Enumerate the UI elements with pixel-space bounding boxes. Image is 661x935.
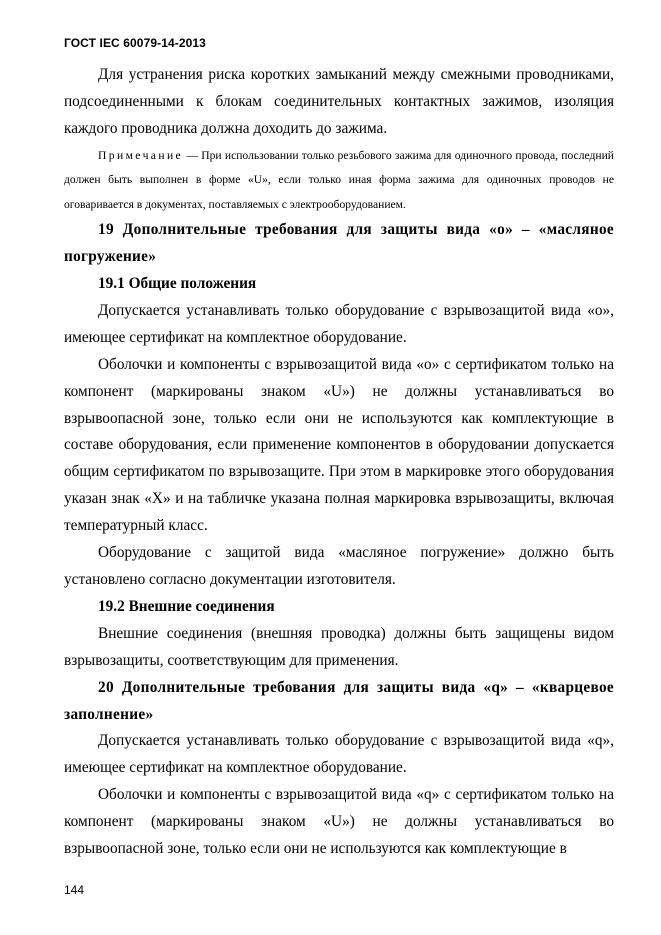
paragraph-20-b: Оболочки и компоненты с взрывозащитой вида «q» с сертификатом только на компонент (маркированы знаком «U») не должны устанавливаться во взрывоопасной зоне, только если они не используются как комплектующие в [64,786,614,858]
paragraph-19-2: Внешние соединения (внешняя проводка) должны быть защищены видом взрывозащиты, соответствующим для применения. [64,624,614,669]
paragraph-19-1-c: Оборудование с защитой вида «масляное погружение» должно быть установлено согласно документации изготовителя. [64,544,614,588]
paragraph-20-a: Допускается устанавливать только оборудование с взрывозащитой вида «q», имеющее сертификат на комплектное оборудование. [64,732,614,777]
page-number: 144 [64,883,85,897]
section-heading-19: 19 Дополнительные требования для защиты вида «о» – «масляное погружение» [64,221,614,266]
subsection-heading-19-1: 19.1 Общие положения [98,275,257,293]
note-label: Примечание [98,148,184,162]
page-body [64,62,614,863]
document-header: ГОСТ IEC 60079-14-2013 [64,36,206,50]
note [64,144,614,218]
paragraph-19-1-b: Оболочки и компоненты с взрывозащитой вида «о» с сертификатом только на компонент (маркированы знаком «U») не должны устанавливаться во взрывоопасной зоне, только если они не используются как комплектующие в составе оборудования, если применение компонентов в оборудовании допускается общим сертификатом по взрывозащите. При этом в маркировке этого оборудования указан знак «X» и на табличке указана полная маркировка взрывозащиты, включая температурный класс. [64,355,614,535]
paragraph-19-1-a: Допускается устанавливать только оборудование с взрывозащитой вида «о», имеющее сертификат на комплектное оборудование. [64,301,614,346]
note-dash: — [183,148,202,162]
subsection-heading-19-2: 19.2 Внешние соединения [98,597,275,615]
section-heading-20: 20 Дополнительные требования для защиты вида «q» – «кварцевое заполнение» [64,678,614,723]
note-text: При использовании только резьбового зажима для одиночного провода, последний должен быть выполнен в форме «U», если только иная форма зажима для одиночных проводов не оговаривается в документах, поставляемых с электрооборудованием. [64,148,614,211]
paragraph-insulation: Для устранения риска коротких замыканий между смежными проводниками, подсоединенными к блокам соединительных контактных зажимов, изоляция каждого проводника должна доходить до зажима. [64,66,614,137]
